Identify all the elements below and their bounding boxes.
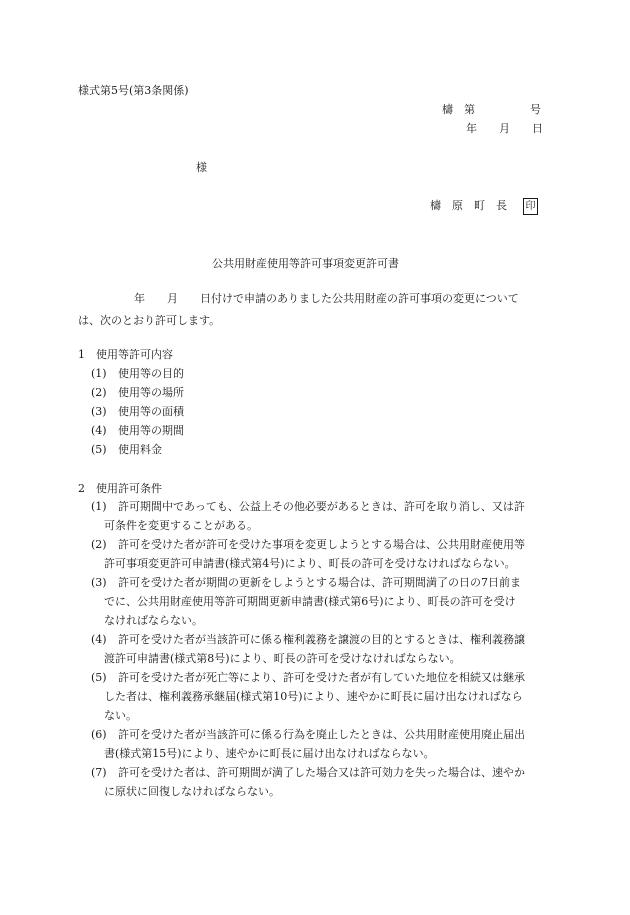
section2-item-line: 許可を受けた者が当該許可に係る権利義務を譲渡の目的とするときは、権利義務譲 (118, 633, 525, 646)
section2-item-line: でに、公共用財産使用等許可期間更新申請書(様式第6号)により、町長の許可を受け (104, 595, 516, 608)
addressee-suffix: 様 (196, 161, 207, 174)
section2-item-number: (7) (91, 766, 107, 779)
section1-item-label: 使用等の面積 (118, 405, 184, 418)
section1-item-number: (1) (91, 367, 107, 380)
intro-line-1: 年 月 日付けで申請のありました公共用財産の許可事項の変更について (134, 292, 519, 305)
section1-heading: 1 使用等許可内容 (78, 348, 173, 361)
section2-item-line: 許可を受けた者が当該許可に係る行為を廃止したときは、公共用財産使用廃止届出 (118, 728, 525, 741)
section1-item-label: 使用等の目的 (118, 367, 184, 380)
section1-item-number: (4) (91, 424, 107, 437)
intro-line-2: は、次のとおり許可します。 (78, 314, 221, 327)
section1-item-number: (2) (91, 386, 107, 399)
section1-item-number: (5) (91, 443, 107, 456)
section2-item-line: ない。 (104, 709, 137, 722)
section1-item-label: 使用等の期間 (118, 424, 184, 437)
section2-item-line: 書(様式第15号)により、速やかに町長に届け出なければならない。 (104, 747, 435, 760)
section1-item-label: 使用等の場所 (118, 386, 184, 399)
document-number: 檮 第 号 (442, 103, 541, 116)
section2-item-line: 許可を受けた者は、許可期間が満了した場合又は許可効力を失った場合は、速やか (118, 766, 525, 779)
section2-heading: 2 使用許可条件 (78, 482, 162, 495)
section2-item-line: 渡許可申請書(様式第8号)により、町長の許可を受けなければならない。 (104, 652, 461, 665)
section2-item-line: 許可事項変更許可申請書(様式第4号)により、町長の許可を受けなければならない。 (104, 557, 516, 570)
seal-stamp: 印 (523, 198, 538, 215)
section2-item-number: (3) (91, 576, 107, 589)
section2-item-line: 許可を受けた者が許可を受けた事項を変更しようとする場合は、公共用財産使用等 (118, 538, 525, 551)
section2-item-line: 許可期間中であっても、公益上その他必要があるときは、許可を取り消し、又は許 (118, 500, 525, 513)
section2-item-number: (6) (91, 728, 107, 741)
section2-item-number: (5) (91, 671, 107, 684)
section2-item-number: (2) (91, 538, 107, 551)
section2-item-line: なければならない。 (104, 614, 203, 627)
section1-item-label: 使用料金 (118, 443, 162, 456)
section2-item-line: に原状に回復しなければならない。 (104, 785, 280, 798)
issuer-name (430, 198, 538, 215)
section1-item-number: (3) (91, 405, 107, 418)
section2-item-number: (4) (91, 633, 107, 646)
section2-item-line: 許可を受けた者が期間の更新をしようとする場合は、許可期間満了の日の7日前ま (118, 576, 521, 589)
document-title: 公共用財産使用等許可事項変更許可書 (212, 257, 399, 270)
section2-item-line: 可条件を変更することがある。 (104, 519, 258, 532)
section2-item-line: した者は、権利義務承継届(様式第10号)により、速やかに町長に届け出なければなら (104, 690, 523, 703)
issue-date: 年 月 日 (466, 122, 543, 135)
section2-item-number: (1) (91, 500, 107, 513)
section2-item-line: 許可を受けた者が死亡等により、許可を受けた者が有していた地位を相続又は継承 (118, 671, 525, 684)
form-number: 様式第5号(第3条関係) (78, 84, 189, 97)
issuer-title: 檮 原 町 長 (430, 199, 507, 212)
